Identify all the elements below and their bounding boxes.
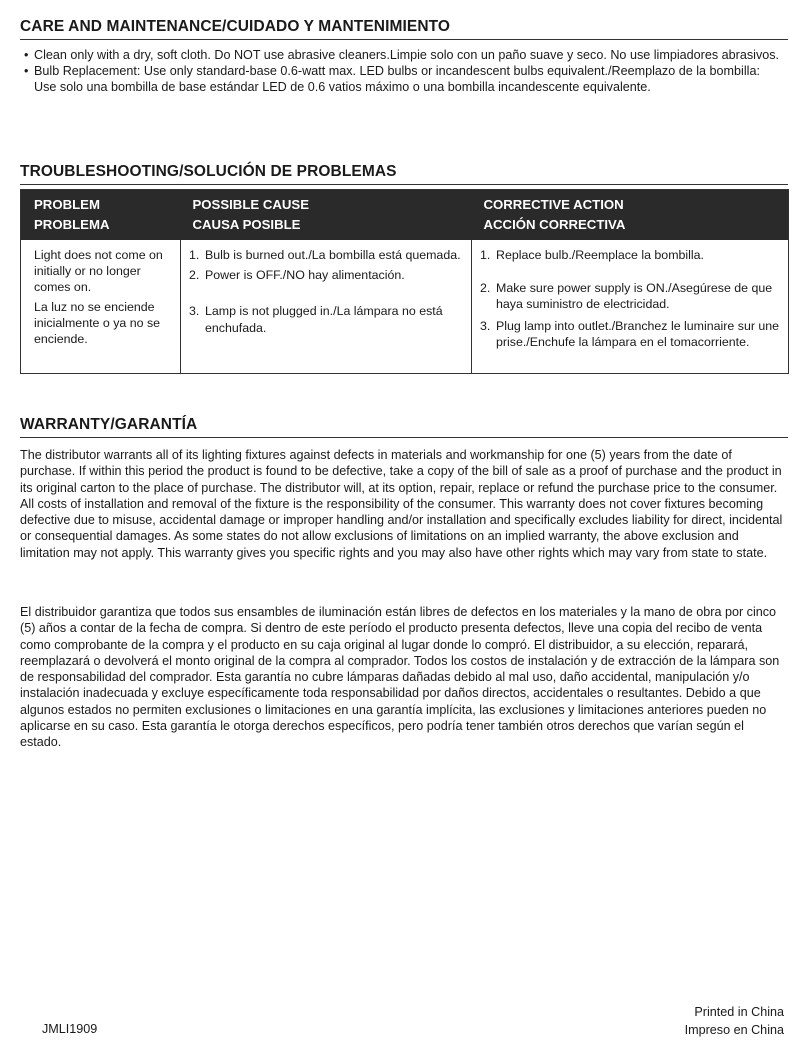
cause-item: 2. Power is OFF./NO hay alimentación. [189, 268, 405, 283]
document-code: JMLI1909 [42, 1022, 98, 1036]
care-item-cleaning: • Clean only with a dry, soft cloth. Do NOT use abrasive cleaners.Limpie solo con un paño suave y seco. No use limpiadores abrasivos. [24, 47, 784, 63]
warranty-section-title: WARRANTY/GARANTÍA [20, 416, 788, 438]
action-list [480, 247, 780, 350]
table-header-row [21, 190, 789, 241]
problem-text-en: Light does not come on initially or no longer comes on. [34, 248, 163, 295]
header-cause-en: POSSIBLE CAUSE [192, 197, 310, 212]
header-cause [181, 190, 472, 241]
header-problem-en: PROBLEM [34, 197, 100, 212]
cause-list [189, 247, 463, 336]
warranty-text-en: The distributor warrants all of its lighting fixtures against defects in materials and workmanship for one (5) years from the date of purchase. If within this period the product is found to be defective, take a copy of the bill of sale as a proof of purchase and the product in its original carton to the place of purchase. The distributor will, at its option, repair, replace or refund the purchase price to the consumer. All costs of installation and removal of the fixture is the responsibility of the consumer. This warranty does not cover fixtures becoming defective due to misuse, accidental damage or improper handling and/or installation and specifically excludes liability for direct, incidental or consequential damages. As some states do not allow exclusions of limitations on an implied warranty, the above exclusion and limitation may not apply. This warranty gives you specific rights and you may also have other rights which may vary from state to state. [20, 448, 783, 560]
header-problem-es: PROBLEMA [34, 217, 110, 232]
care-list [24, 47, 784, 96]
action-item: 2. Make sure power supply is ON./Asegúrese de que haya suministro de electricidad. [480, 281, 773, 312]
care-section-title: CARE AND MAINTENANCE/CUIDADO Y MANTENIMIENTO [20, 18, 788, 40]
printed-in-en: Printed in China [694, 1005, 784, 1019]
header-action-es: ACCIÓN CORRECTIVA [483, 217, 626, 232]
problem-text-es: La luz no se enciende inicialmente o ya no se enciende. [34, 299, 161, 347]
header-cause-es: CAUSA POSIBLE [192, 217, 301, 232]
warranty-text-es: El distribuidor garantiza que todos sus ensambles de iluminación están libres de defectos en los materiales y la mano de obra por cinco (5) años a contar de la fecha de compra. Si dentro de este período el producto presenta defectos, lleve una copia del recibo de venta como comprobante de la compra y el producto en su caja original al lugar donde lo compró. El distribuidor, a su elección, reparará, reemplazará o devolverá el monto original de la compra al comprador. Todos los costos de instalación y de extracción de la lámpara son de responsabilidad del comprador. Esta garantía no cubre lámparas dañadas debido al mal uso, daño accidental, manipulación y/o instalación inadecuada y excluye específicamente toda responsabilidad por daños directos, accidentales o resultantes. Debido a que algunos estados no permiten exclusiones o limitaciones en una garantía implícita, las exclusiones y limitaciones anteriores pueden no aplicarse en su caso. Esta garantía le otorga derechos específicos, pero podría tener también otros derechos que varían según el estado. [20, 605, 780, 750]
cause-item: 1. Bulb is burned out./La bombilla está quemada. [189, 248, 461, 262]
cause-cell [181, 240, 472, 374]
care-item-bulb-replacement: • Bulb Replacement: Use only standard-base 0.6-watt max. LED bulbs or incandescent bulbs equivalent./Reemplazo de la bombilla: Use solo una bombilla de base estándar LED de 0.6 vatios máximo o una bombilla incandescente equivalente. [24, 63, 784, 95]
table-row [21, 240, 789, 374]
printed-in-es: Impreso en China [684, 1023, 784, 1037]
problem-cell [21, 240, 181, 374]
header-problem [21, 190, 181, 241]
action-cell [472, 240, 789, 374]
troubleshooting-section-title: TROUBLESHOOTING/SOLUCIÓN DE PROBLEMAS [20, 163, 788, 185]
action-item: 1. Replace bulb./Reemplace la bombilla. [480, 248, 705, 262]
cause-item: 3. Lamp is not plugged in./La lámpara no está enchufada. [189, 304, 443, 335]
action-item: 3. Plug lamp into outlet./Branchez le luminaire sur une prise./Enchufe la lámpara en el tomacorriente. [480, 318, 780, 349]
troubleshooting-table [20, 189, 789, 374]
header-action-en: CORRECTIVE ACTION [483, 197, 624, 212]
printed-in [685, 1003, 784, 1039]
header-action [472, 190, 789, 241]
